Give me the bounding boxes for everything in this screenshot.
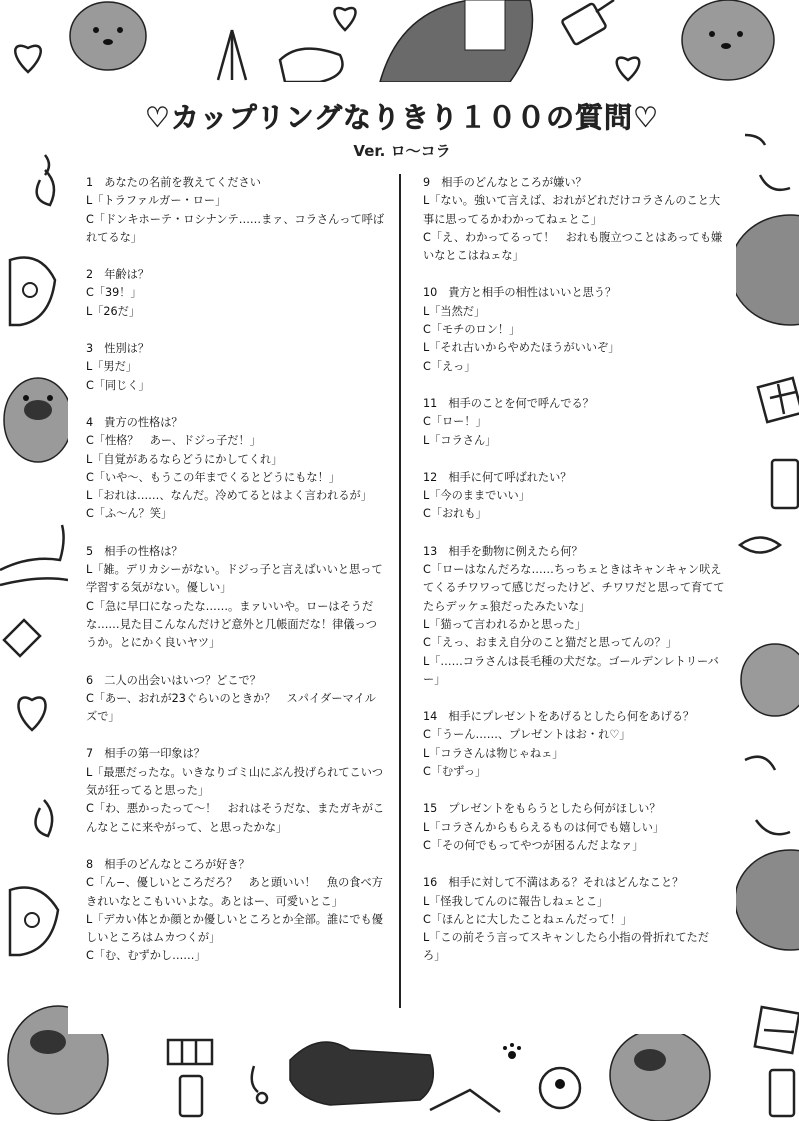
question-block — [423, 800, 725, 855]
tripod-icon — [218, 30, 246, 80]
answer-line: L「コラさん」 — [423, 433, 497, 447]
question-text: 3 性別は？ — [86, 342, 150, 356]
ribbon-icon — [745, 757, 790, 835]
answer-line: C「急に早口になったな……。まァいいや。ローはそうだな……見た目こんなんだけど意外と几帳面だな！律儀っつうか。とにかく良いヤツ」 — [86, 599, 377, 650]
answer-line: C「同じく」 — [86, 378, 150, 392]
answer-line: L「雑。デリカシーがない。ドジっ子と言えばいいと思って学習する気がない。優しい」 — [86, 563, 383, 595]
question-text: 1 あなたの名前を教えてください — [86, 176, 261, 189]
question-block — [423, 543, 725, 689]
answer-line: C「ドンキホーテ・ロシナンテ……まァ、コラさんって呼ばれてるな」 — [86, 212, 385, 244]
dachshund-dog-icon — [290, 1042, 433, 1105]
answer-line: C「ロー！」 — [423, 415, 487, 429]
question-text: 5 相手の性格は？ — [86, 544, 183, 558]
dustpan-icon — [561, 0, 614, 45]
heart-icon — [617, 58, 640, 80]
question-text: 2 年齢は？ — [86, 268, 150, 282]
question-block — [423, 874, 725, 965]
card-icon — [180, 1076, 202, 1116]
question-block — [423, 174, 725, 265]
chocolate-bar-icon — [758, 378, 799, 422]
answer-line: L「猫って言われるかと思った」 — [423, 617, 586, 631]
answer-line: C「え、わかってるって！ おれも腹立つことはあっても嫌いなとこはねェな」 — [423, 230, 723, 263]
answer-line: L「コラさんは物じゃねェ」 — [423, 746, 564, 760]
chocolate-bar-icon — [755, 1007, 799, 1053]
card-icon — [772, 460, 798, 508]
pug-dog-icon — [610, 1029, 710, 1121]
pomeranian-dog-icon — [70, 2, 146, 70]
card-icon — [770, 1070, 794, 1116]
dog-silhouette-icon — [730, 215, 799, 325]
answer-line: C「あー、おれが23ぐらいのときか？ スパイダーマイルズで」 — [86, 691, 376, 724]
question-text: 8 相手のどんなところが好き？ — [86, 857, 250, 871]
right-column — [423, 174, 725, 985]
cup-icon — [4, 620, 40, 656]
question-text: 13 相手を動物に例えたら何？ — [423, 544, 583, 558]
ribbon-icon — [745, 135, 790, 190]
question-block — [86, 174, 386, 247]
pug-dog-icon — [4, 378, 72, 462]
answer-line: C「モチのロン！」 — [423, 323, 521, 337]
answer-line: L「それ古いからやめたほうがいいぞ」 — [423, 341, 620, 355]
chocolate-bar-icon — [168, 1040, 212, 1064]
question-text: 14 相手にプレゼントをあげるとしたら何をあげる？ — [423, 710, 695, 724]
question-block — [86, 266, 386, 321]
answer-line: L「コラさんからもらえるものは何でも嬉しい」 — [423, 820, 665, 834]
answer-line: L「デカい体とか顔とか優しいところとか全部。誰にでも優しいところはムカつくが」 — [86, 912, 383, 945]
ribbon-icon — [430, 1090, 500, 1112]
steak-icon — [10, 888, 58, 956]
question-block — [423, 284, 725, 375]
dachshund-dog-icon — [380, 0, 533, 82]
question-block — [86, 340, 386, 395]
question-panel — [68, 82, 736, 1034]
ribbon-icon — [37, 155, 54, 205]
question-block — [86, 672, 386, 727]
question-block — [86, 543, 386, 653]
answer-line: L「おれは……、なんだ。冷めてるとはよく言われるが」 — [86, 489, 372, 503]
question-block — [86, 745, 386, 836]
question-text: 15 プレゼントをもらうとしたら何がほしい？ — [423, 802, 661, 816]
left-column — [86, 174, 386, 985]
answer-line: C「ローはなんだろな……ちっちェときはキャンキャン吠えてくるチワワって感じだったけど、チワワだと思って育ててたらデッケェ狼だったみたいな」 — [423, 563, 725, 613]
answer-line: C「む、むずかし……」 — [86, 949, 206, 963]
answer-line: L「26だ」 — [86, 304, 141, 318]
answer-line: L「最悪だったな。いきなりゴミ山にぶん投げられてこいつ気が狂ってると思った」 — [86, 765, 384, 798]
question-text: 6 二人の出会いはいつ？どこで？ — [86, 673, 261, 687]
hand-icon — [0, 525, 68, 585]
answer-line: C「わ、悪かったって〜！ おれはそうだな、またガキがこんなとこに来やがって、と思ったかな」 — [86, 802, 385, 834]
answer-line: C「いや〜、もうこの年までくるとどうにもな！」 — [86, 470, 340, 484]
answer-line: L「当然だ」 — [423, 304, 486, 318]
question-block — [86, 856, 386, 966]
answer-line: C「性格？ あー、ドジっ子だ！」 — [86, 434, 261, 448]
question-block — [86, 414, 386, 524]
question-text: 11 相手のことを何で呼んでる？ — [423, 396, 594, 410]
ribbon-icon — [252, 1066, 267, 1103]
answer-line: C「うーん……、プレゼントはお・れ♡」 — [423, 728, 631, 742]
leaf-icon — [740, 538, 780, 553]
answer-line: L「怪我してんのに報告しねェとこ」 — [423, 894, 609, 908]
answer-line: C「39！」 — [86, 286, 142, 300]
answer-line: C「ほんとに大したことねェんだって！」 — [423, 912, 633, 926]
question-block — [423, 708, 725, 781]
pomeranian-dog-icon — [682, 0, 774, 80]
answer-line: L「男だ」 — [86, 360, 137, 374]
column-divider — [399, 174, 401, 1008]
dog-silhouette-icon — [735, 850, 799, 950]
answer-line: C「その何でもってやつが困るんだよなァ」 — [423, 838, 644, 852]
question-text: 12 相手に何て呼ばれたい？ — [423, 470, 572, 484]
heart-icon — [15, 46, 41, 72]
question-text: 4 貴方の性格は？ — [86, 415, 183, 429]
answer-line: C「おれも」 — [423, 507, 487, 521]
answer-line: C「ふ〜ん？笑」 — [86, 507, 173, 521]
answer-line: C「むずっ」 — [423, 765, 487, 779]
question-block — [423, 469, 725, 524]
question-text: 16 相手に対して不満はある？それはどんなこと？ — [423, 876, 684, 890]
question-block — [423, 395, 725, 450]
answer-line: L「トラファルガー・ロー」 — [86, 194, 227, 208]
answer-line: L「今のままでいい」 — [423, 489, 530, 503]
ribbon-icon — [36, 800, 53, 836]
answer-line: L「……コラさんは長毛種の犬だな。ゴールデンレトリーバー」 — [423, 654, 719, 686]
page-title: ♡カップリングなりきり１００の質問♡ — [144, 101, 660, 134]
steak-icon — [280, 49, 343, 82]
answer-line: C「えっ」 — [423, 359, 476, 373]
question-text: 10 貴方と相手の相性はいいと思う？ — [423, 286, 617, 300]
heart-icon — [334, 8, 355, 30]
answer-line: L「この前そう言ってスキャンしたら小指の骨折れてただろ」 — [423, 931, 709, 963]
keyhole-lock-icon — [540, 1068, 580, 1108]
answer-line: L「ない。強いて言えば、おれがどれだけコラさんのこと大事に思ってるかわかってねェとこ」 — [423, 194, 721, 226]
page-subtitle: Ver. ロ〜コラ — [353, 142, 451, 160]
heart-icon — [18, 697, 45, 730]
pawprint-icon — [503, 1043, 521, 1059]
question-text: 9 相手のどんなところが嫌い？ — [423, 176, 587, 189]
steak-icon — [10, 258, 55, 326]
answer-line: L「自覚があるならどうにかしてくれ」 — [86, 452, 283, 466]
answer-line: C「ん−、優しいところだろ？ あと頭いい！ 魚の食べ方きれいなとこもいいよな。あとはー、可愛いとこ」 — [86, 876, 383, 908]
pomeranian-dog-icon — [741, 644, 799, 716]
answer-line: C「えっ、おまえ自分のこと猫だと思ってんの？」 — [423, 636, 677, 650]
question-text: 7 相手の第一印象は？ — [86, 747, 205, 761]
